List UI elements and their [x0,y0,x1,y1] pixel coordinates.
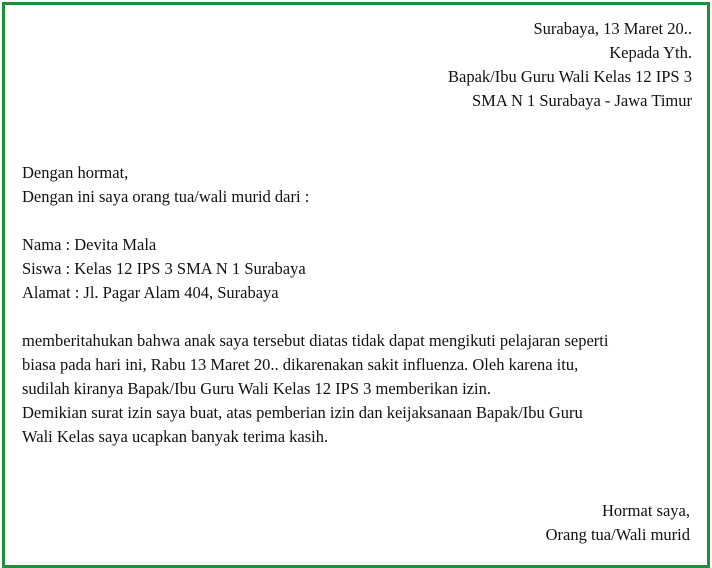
body-line-3: sudilah kiranya Bapak/Ibu Guru Wali Kelas 12 IPS 3 memberikan izin. [22,379,491,398]
letter-body [22,17,692,449]
recipient: Bapak/Ibu Guru Wali Kelas 12 IPS 3 [447,67,692,86]
body-line-2: biasa pada hari ini, Rabu 13 Maret 20.. dikarenakan sakit influenza. Oleh karena itu, [22,355,579,374]
closing-hormat: Hormat saya, [602,501,690,520]
place-date: Surabaya, 13 Maret 20.. [533,19,692,38]
letter-content [22,329,692,449]
student-details [22,233,692,305]
body-line-4: Demikian surat izin saya buat, atas pemberian izin dan keijaksanaan Bapak/Ibu Guru [22,403,583,422]
kepada-yth: Kepada Yth. [609,43,692,62]
letter-header [22,17,692,113]
school-address: SMA N 1 Surabaya - Jawa Timur [471,91,692,110]
intro-text: Dengan ini saya orang tua/wali murid dari : [22,187,310,206]
letter-frame [2,2,710,568]
student-name: Nama : Devita Mala [22,235,157,254]
student-address: Alamat : Jl. Pagar Alam 404, Surabaya [22,283,279,302]
student-class: Siswa : Kelas 12 IPS 3 SMA N 1 Surabaya [22,259,306,278]
opening [22,161,692,209]
body-line-5: Wali Kelas saya ucapkan banyak terima kasih. [22,427,329,446]
signer-title: Orang tua/Wali murid [545,525,690,544]
greeting: Dengan hormat, [22,163,129,182]
body-line-1: memberitahukan bahwa anak saya tersebut diatas tidak dapat mengikuti pelajaran seperti [22,331,609,350]
signature-block [546,499,690,547]
